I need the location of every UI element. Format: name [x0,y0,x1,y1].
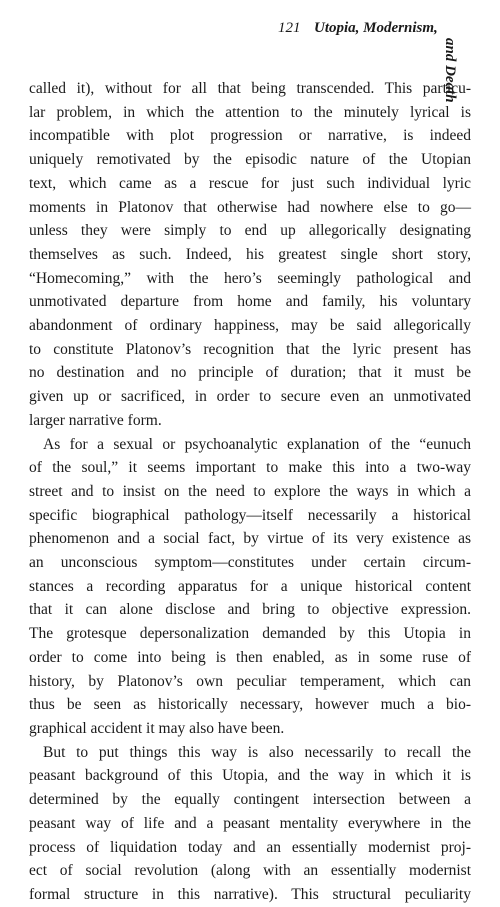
running-title: Utopia, Modernism, [314,20,438,36]
text-line: text, which came as a rescue for just such individual lyric [29,174,471,192]
text-line: The grotesque depersonalization demanded by this Utopia in [29,625,471,643]
text-line: peasant way of life and a peasant mentality everywhere in the [29,814,471,832]
text-line: abandonment of ordinary happiness, may be said allegorically [29,317,471,335]
paragraph-1 [29,77,471,433]
text-line: process of liquidation today and an essentially modernist proj- [29,838,471,856]
text-line: incompatible with plot progression or narrative, is indeed [29,127,471,145]
text-line: stances a recording apparatus for a unique historical content [29,577,471,595]
page-number: 121 [278,20,301,36]
text-line: history, by Platonov’s own peculiar temperament, which can [29,672,471,690]
text-line: determined by the equally contingent intersection between a [29,791,471,809]
running-title-tail: and Death [442,38,458,103]
paragraph-2 [29,433,471,741]
text-line: graphical accident it may also have been. [29,719,285,737]
text-line: unless they were simply to end up allegorically designating [29,222,471,240]
text-line: of the soul,” it seems important to make this into a two-way [29,459,471,477]
text-line: themselves as such. Indeed, his greatest single short story, [29,245,471,263]
body-text [29,77,471,907]
text-line: street and to insist on the need to explore the ways in which a [29,482,471,500]
text-line: ect of social revolution (along with an essentially modernist [29,862,471,880]
text-line: specific biographical pathology—itself necessarily a historical [29,506,471,524]
text-line: formal structure in this narrative). This structural peculiarity [29,885,471,903]
text-line: order to come into being is then enabled, as in some ruse of [29,648,471,666]
text-line: no destination and no principle of duration; that it must be [29,364,471,382]
text-line: uniquely remotivated by the episodic nature of the Utopian [29,151,471,169]
paragraph-3 [29,741,471,907]
text-line: peasant background of this Utopia, and the way in which it is [29,767,471,785]
text-line: larger narrative form. [29,411,162,429]
text-line: to constitute Platonov’s recognition that the lyric present has [29,340,471,358]
text-line: given up or sacrificed, in order to secure even an unmotivated [29,388,471,406]
text-line: But to put things this way is also necessarily to recall the [43,743,471,761]
running-header [0,20,500,44]
text-line: lar problem, in which the attention to the minutely lyrical is [29,103,471,121]
text-line: thus be seen as historically necessary, however much a bio- [29,696,471,714]
text-line: unmotivated departure from home and family, his voluntary [29,293,471,311]
text-line: As for a sexual or psychoanalytic explanation of the “eunuch [43,435,471,453]
text-line: that it can alone disclose and bring to objective expression. [29,601,471,619]
text-line: an unconscious symptom—constitutes under certain circum- [29,554,471,572]
text-line: “Homecoming,” with the hero’s seemingly pathological and [29,269,471,287]
text-line: moments in Platonov that otherwise had nowhere else to go— [29,198,471,216]
text-line: phenomenon and a social fact, by virtue of its very existence as [29,530,471,548]
text-line: called it), without for all that being transcended. This particu- [29,80,471,97]
